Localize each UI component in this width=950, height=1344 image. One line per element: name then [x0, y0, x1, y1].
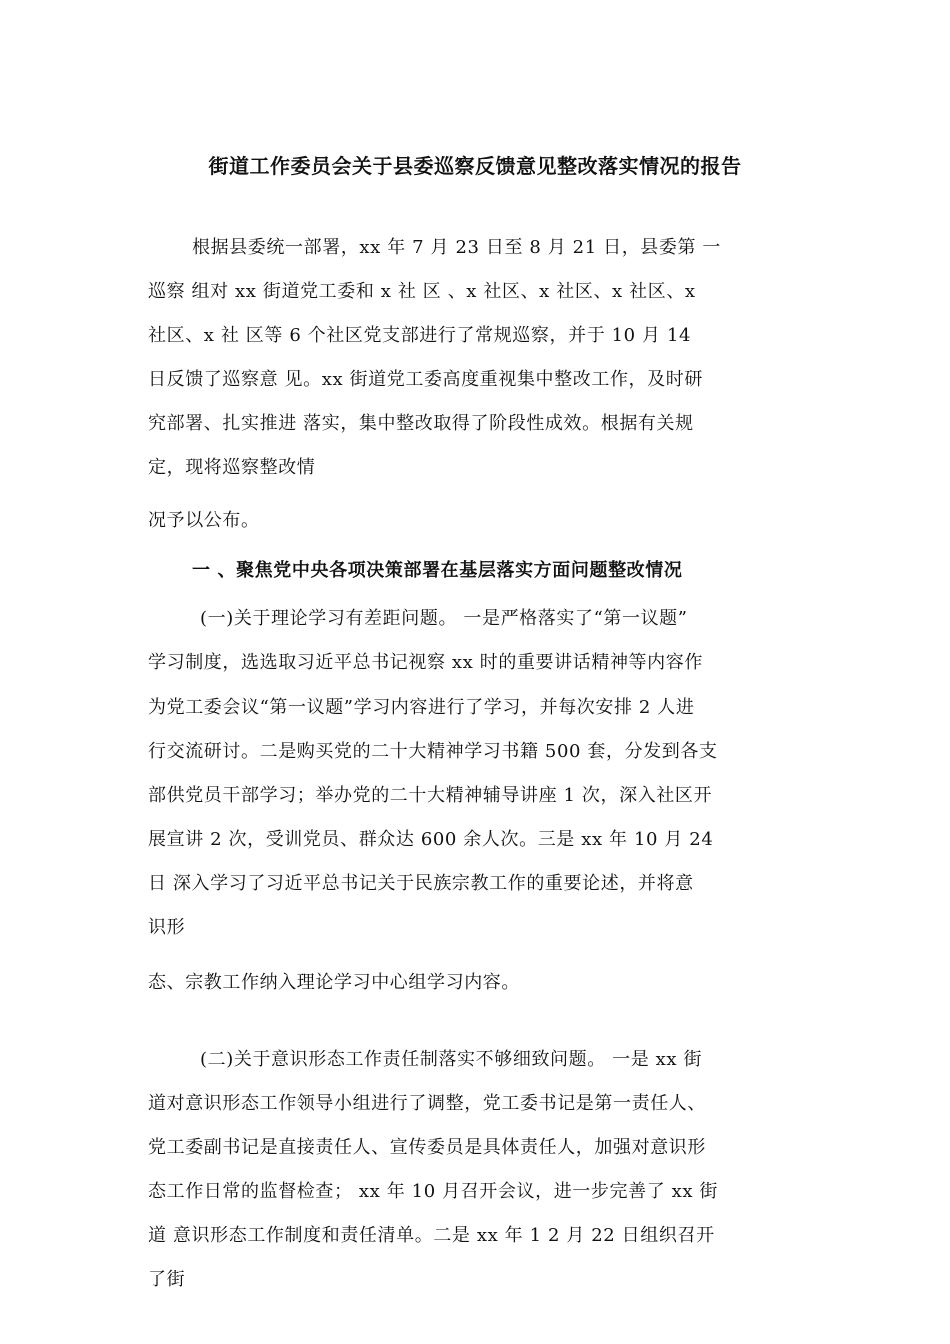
- document-title: 街道工作委员会关于县委巡察反馈意见整改落实情况的报告: [208, 154, 742, 178]
- item1-line: 行交流研讨。二是购买党的二十大精神学习书籍 500 套，分发到各支: [148, 741, 718, 762]
- intro-line: 究部署、扎实推进 落实，集中整改取得了阶段性成效。根据有关规: [148, 413, 694, 434]
- item2-line: (二)关于意识形态工作责任制落实不够细致问题。 一是 xx 街: [200, 1049, 703, 1070]
- intro-line: 社区、x 社 区等 6 个社区党支部进行了常规巡察，并于 10 月 14: [148, 325, 692, 346]
- item2-line: 态工作日常的监督检查； xx 年 10 月召开会议，进一步完善了 xx 街: [148, 1181, 719, 1202]
- section-heading: 一 、聚焦党中央各项决策部署在基层落实方面问题整改情况: [192, 560, 683, 581]
- item1-line: (一)关于理论学习有差距问题。 一是严格落实了“第一议题”: [200, 608, 688, 629]
- item2-line: 道 意识形态工作制度和责任清单。二是 xx 年 1 2 月 22 日组织召开: [148, 1225, 715, 1246]
- intro-line: 况予以公布。: [148, 510, 260, 531]
- item2-line: 了街: [148, 1269, 186, 1290]
- intro-line: 根据县委统一部署，xx 年 7 月 23 日至 8 月 21 日，县委第 一: [192, 237, 722, 258]
- item1-line: 展宣讲 2 次，受训党员、群众达 600 余人次。三是 xx 年 10 月 24: [148, 829, 714, 850]
- item1-line: 部供党员干部学习；举办党的二十大精神辅导讲座 1 次，深入社区开: [148, 785, 713, 806]
- intro-line: 定，现将巡察整改情: [148, 457, 316, 478]
- item1-line: 识形: [148, 917, 186, 938]
- item1-line: 学习制度，选选取习近平总书记视察 xx 时的重要讲话精神等内容作: [148, 652, 703, 673]
- item1-line: 日 深入学习了习近平总书记关于民族宗教工作的重要论述，并将意: [148, 873, 694, 894]
- item2-line: 党工委副书记是直接责任人、宣传委员是具体责任人，加强对意识形: [148, 1137, 706, 1158]
- item1-line: 为党工委会议“第一议题”学习内容进行了学习，并每次安排 2 人进: [148, 697, 695, 718]
- item1-line: 态、宗教工作纳入理论学习中心组学习内容。: [148, 972, 520, 993]
- intro-line: 巡察 组对 xx 街道党工委和 x 社 区 、x 社区、x 社区、x 社区、x: [148, 281, 696, 302]
- item2-line: 道对意识形态工作领导小组进行了调整，党工委书记是第一责任人、: [148, 1093, 706, 1114]
- intro-line: 日反馈了巡察意 见。xx 街道党工委高度重视集中整改工作，及时研: [148, 369, 703, 390]
